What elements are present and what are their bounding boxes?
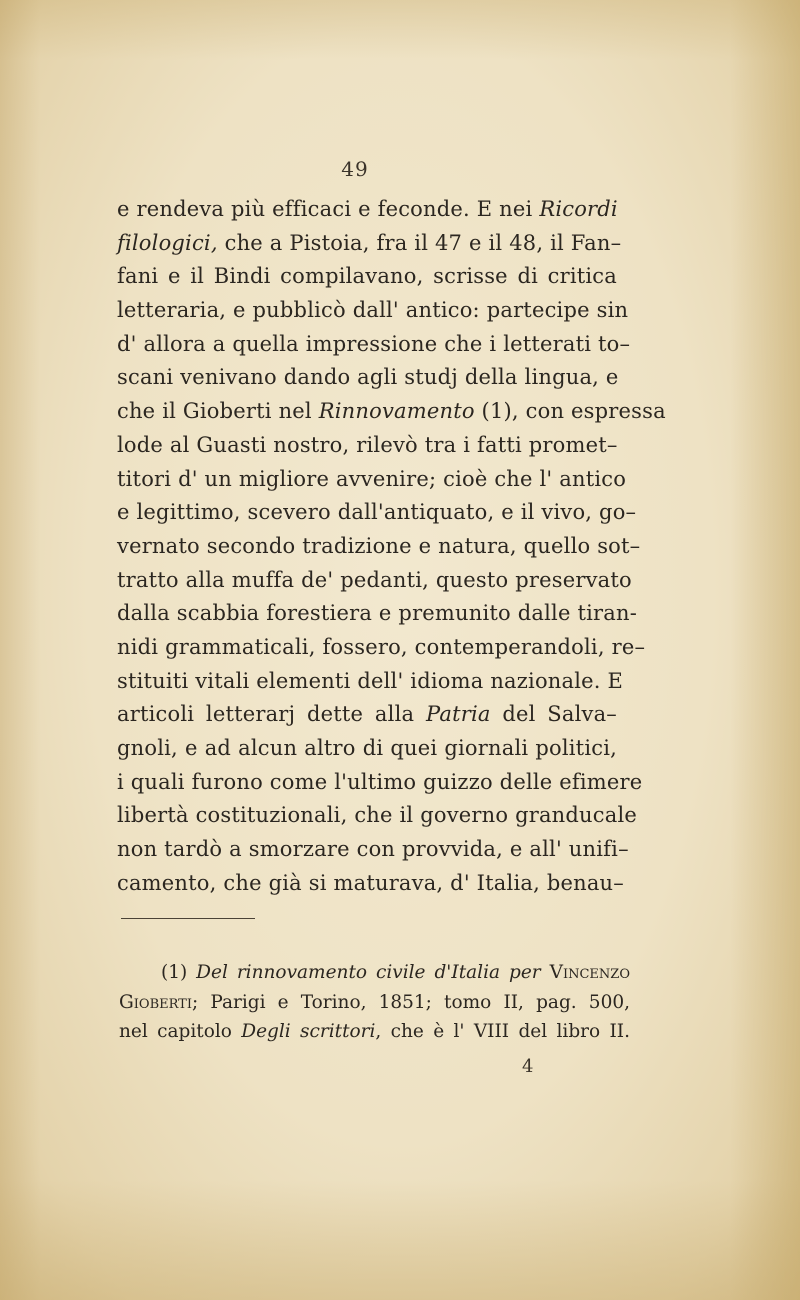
text-line: i quali furono come l'ultimo guizzo delle efimere	[117, 769, 643, 794]
body-text	[117, 193, 666, 900]
footnote-rule	[121, 918, 255, 919]
page-edge-left	[0, 0, 40, 1300]
text-line: titori d' un migliore avvenire; cioè che l' antico	[117, 466, 627, 491]
text-line: camento, che già si maturava, d' Italia, benau–	[117, 870, 624, 895]
text-line: non tardò a smorzare con provvida, e all' unifi–	[117, 837, 629, 862]
text-line: che il Gioberti nel Rinnovamento (1), con espressa	[117, 399, 666, 424]
text-line: d' allora a quella impressione che i letterati to–	[117, 331, 631, 356]
signature-mark: 4	[522, 1056, 534, 1077]
text-line: gnoli, e ad alcun altro di quei giornali politici,	[117, 736, 617, 760]
page-number: 49	[341, 157, 369, 181]
text-line: scani venivano dando agli studj della lingua, e	[117, 365, 619, 390]
footnote-line: (1) Del rinnovamento civile d'Italia per Vincenzo	[161, 962, 630, 983]
text-line: e rendeva più efficaci e feconde. E nei Ricordi	[117, 197, 618, 221]
text-line: vernato secondo tradizione e natura, quello sot–	[117, 533, 641, 558]
text-line: articoli letterarj dette alla Patria del Salva–	[117, 702, 617, 727]
footnote-line: nel capitolo Degli scrittori, che è l' VIII del libro II.	[119, 1021, 630, 1042]
text-line: filologici, che a Pistoia, fra il 47 e il 48, il Fan–	[117, 230, 622, 255]
text-line: lode al Guasti nostro, rilevò tra i fatti promet–	[117, 432, 618, 457]
text-line: tratto alla muffa de' pedanti, questo preservato	[117, 567, 632, 592]
text-line: fani e il Bindi compilavano, scrisse di critica	[117, 264, 617, 289]
footnote-line: Gioberti; Parigi e Torino, 1851; tomo II, pag. 500,	[119, 991, 630, 1013]
page-edge-top	[0, 0, 800, 60]
footnote	[119, 958, 630, 1047]
text-line: libertà costituzionali, che il governo granducale	[117, 803, 638, 828]
text-line: e legittimo, scevero dall'antiquato, e il vivo, go–	[117, 500, 637, 525]
text-line: stituiti vitali elementi dell' idioma nazionale. E	[117, 668, 624, 693]
page-edge-bottom	[0, 1180, 800, 1300]
text-line: dalla scabbia forestiera e premunito dalle tiran-	[117, 601, 638, 626]
text-line: nidi grammaticali, fossero, contemperandoli, re–	[117, 634, 646, 659]
text-line: letteraria, e pubblicò dall' antico: partecipe sin	[117, 298, 629, 323]
page-edge-right	[730, 0, 800, 1300]
